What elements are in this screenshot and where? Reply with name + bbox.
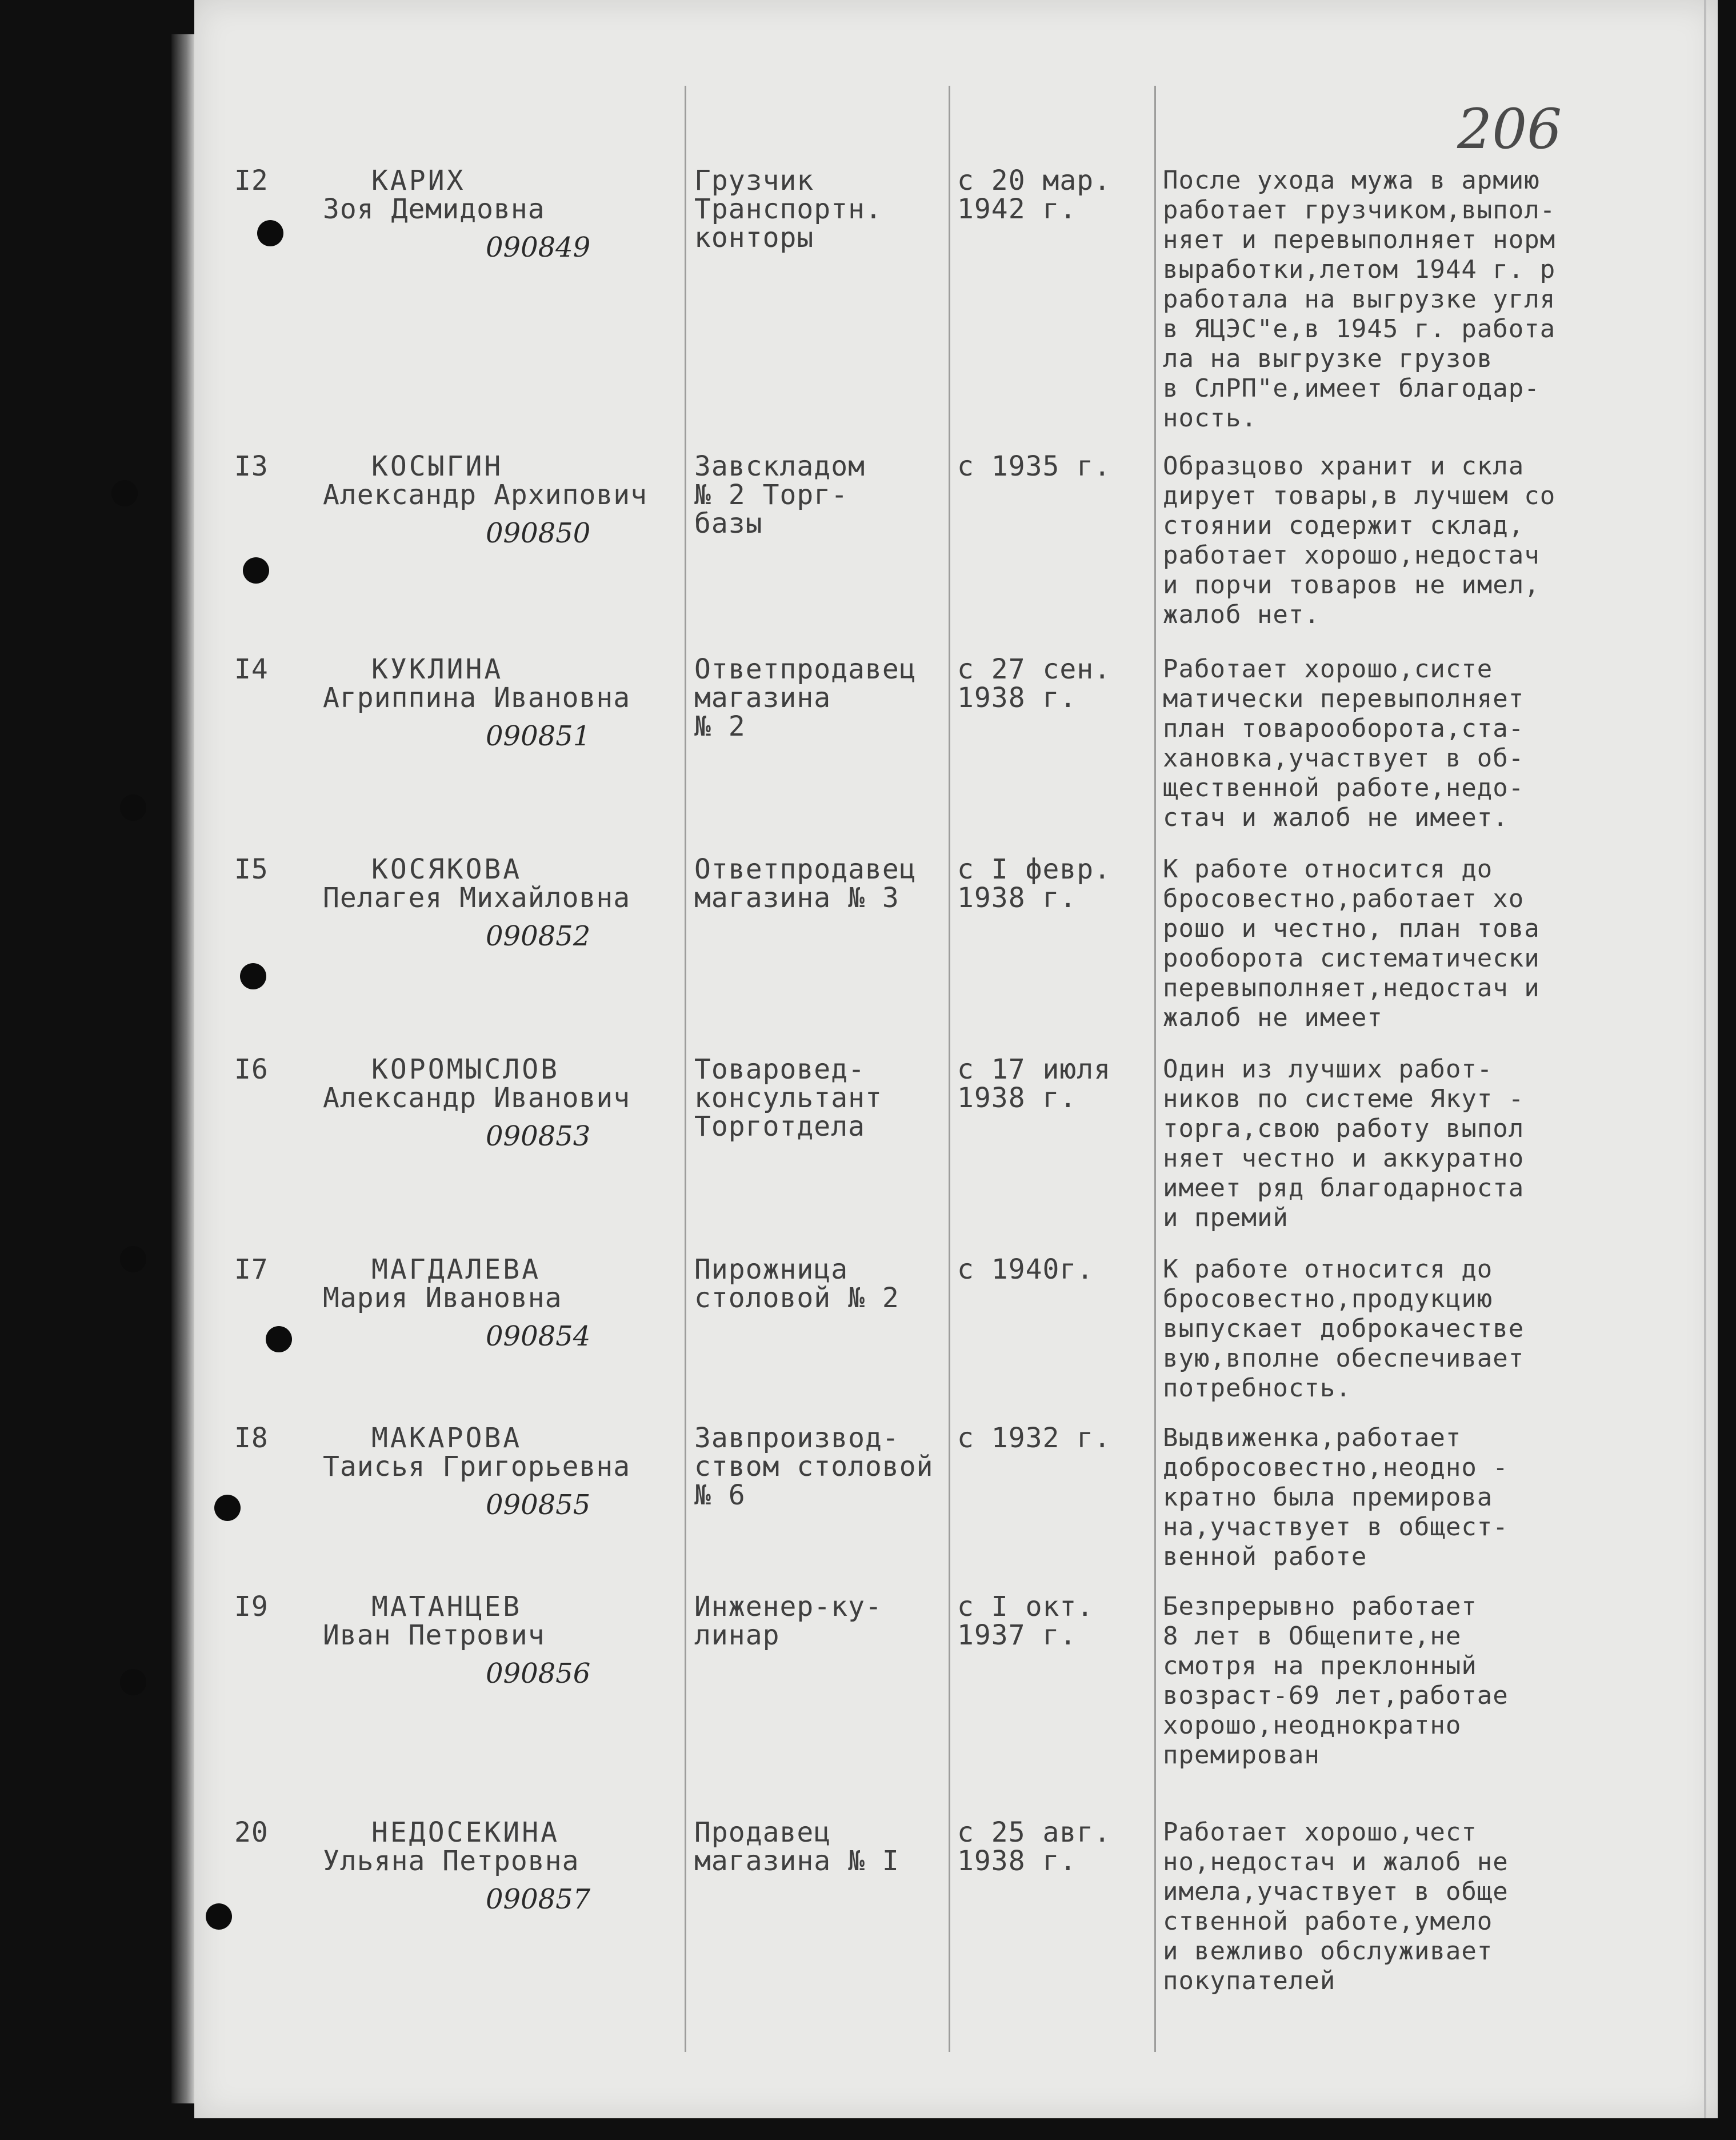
column-rule-1 [685,86,686,2052]
punch-hole [120,1669,146,1695]
description-line: работает хорошо,недостач [1163,541,1540,570]
position-line: консультант [694,1082,882,1114]
description-line: Безпрерывно работает [1163,1592,1477,1621]
description-line: хорошо,неоднократно [1163,1711,1462,1740]
date-line: 1938 г. [957,1845,1077,1877]
date-line: 1938 г. [957,882,1077,914]
position-line: № 6 [694,1479,746,1511]
employee-given-names: Мария Ивановна [323,1282,562,1314]
description-line: дирует товары,в лучшем со [1163,481,1556,510]
position-line: линар [694,1619,780,1651]
description-line: план товарооборота,ста- [1163,714,1525,743]
employee-given-names: Агриппина Ивановна [323,682,631,714]
employee-surname: КОРОМЫСЛОВ [371,1053,559,1085]
position-line: Торготдела [694,1111,865,1143]
position-line: Пирожница [694,1253,849,1285]
description-line: выработки,летом 1944 г. р [1163,255,1556,284]
column-rule-3 [1154,86,1156,2052]
punch-hole [214,1495,241,1521]
card-number: 090853 [486,1120,591,1152]
description-line: Работает хорошо,чест [1163,1818,1477,1847]
position-line: Ответпродавец [694,653,917,685]
position-line: Ответпродавец [694,853,917,885]
description-line: имела,участвует в обще [1163,1877,1509,1906]
description-line: Один из лучших работ- [1163,1055,1493,1084]
description-line: и вежливо обслуживает [1163,1937,1493,1966]
position-line: № 2 Торг- [694,479,849,511]
description-line: ственной работе,умело [1163,1907,1493,1936]
position-line: магазина № I [694,1845,899,1877]
description-line: покупателей [1163,1966,1336,1995]
description-line: имеет ряд благодарноста [1163,1173,1525,1203]
position-line: Транспортн. [694,193,882,225]
description-line: жалоб не имеет [1163,1003,1383,1032]
description-line: 8 лет в Общепите,не [1163,1622,1462,1651]
employee-given-names: Ульяна Петровна [323,1845,579,1877]
description-line: но,недостач и жалоб не [1163,1847,1509,1877]
description-line: рооборота систематически [1163,944,1540,973]
position-line: Товаровед- [694,1053,865,1085]
date-line: 1938 г. [957,1082,1077,1114]
row-number: I6 [234,1053,269,1085]
description-line: рошо и честно, план това [1163,914,1540,943]
card-number: 090850 [486,517,591,549]
description-line: венной работе [1163,1542,1367,1571]
position-line: базы [694,508,763,540]
description-line: вую,вполне обеспечивает [1163,1344,1525,1373]
punch-hole [240,963,266,989]
card-number: 090851 [486,720,591,752]
description-line: торга,свою работу выпол [1163,1114,1525,1143]
position-line: магазина № 3 [694,882,899,914]
description-line: возраст-69 лет,работае [1163,1681,1509,1710]
punch-hole [266,1326,292,1352]
position-line: Завскладом [694,450,865,482]
punch-hole [257,220,283,246]
date-line: с 1935 г. [957,450,1111,482]
employee-surname: МАГДАЛЕВА [371,1253,541,1285]
position-line: Инженер-ку- [694,1591,882,1623]
description-line: выпускает доброкачестве [1163,1314,1525,1343]
card-number: 090854 [486,1320,591,1352]
description-line: работала на выгрузке угля [1163,285,1556,314]
card-number: 090849 [486,231,591,263]
employee-given-names: Александр Архипович [323,479,648,511]
date-line: с I окт. [957,1591,1094,1623]
date-line: 1937 г. [957,1619,1077,1651]
description-line: потребность. [1163,1374,1351,1403]
date-line: с I февр. [957,853,1111,885]
position-line: Завпроизвод- [694,1422,899,1454]
position-line: ством столовой [694,1451,934,1483]
row-number: I4 [234,653,269,685]
description-line: бросовестно,продукцию [1163,1284,1493,1313]
employee-surname: КОСЯКОВА [371,853,522,885]
position-line: магазина [694,682,831,714]
description-line: ла на выгрузке грузов [1163,344,1493,373]
row-number: I3 [234,450,269,482]
employee-surname: МАКАРОВА [371,1422,522,1454]
description-line: в ЯЦЭС"е,в 1945 г. работа [1163,314,1556,344]
description-line: матически перевыполняет [1163,684,1525,713]
description-line: в СлРП"е,имеет благодар- [1163,374,1540,403]
date-line: с 27 сен. [957,653,1111,685]
description-line: бросовестно,работает хо [1163,884,1525,913]
card-number: 090852 [486,920,591,952]
description-line: няет и перевыполняет норм [1163,225,1556,254]
position-line: Продавец [694,1816,831,1848]
card-number: 090855 [486,1489,591,1521]
employee-given-names: Пелагея Михайловна [323,882,631,914]
description-line: жалоб нет. [1163,600,1320,629]
punch-hole [206,1903,232,1930]
card-number: 090857 [486,1883,591,1915]
date-line: 1938 г. [957,682,1077,714]
description-line: добросовестно,неодно - [1163,1453,1509,1482]
date-line: с 17 июля [957,1053,1111,1085]
punch-hole [111,480,138,506]
punch-hole [120,794,146,821]
employee-given-names: Александр Иванович [323,1082,631,1114]
position-line: № 2 [694,710,746,742]
position-line: Грузчик [694,165,814,197]
description-line: на,участвует в общест- [1163,1512,1509,1542]
position-line: столовой № 2 [694,1282,899,1314]
row-number: I5 [234,853,269,885]
date-line: с 1940г. [957,1253,1094,1285]
position-line: конторы [694,222,814,254]
page-right-edge [1704,0,1706,2118]
description-line: ников по системе Якут - [1163,1084,1525,1113]
description-line: ность. [1163,404,1257,433]
description-line: кратно была премирова [1163,1483,1493,1512]
description-line: Образцово хранит и скла [1163,452,1525,481]
employee-given-names: Таисья Григорьевна [323,1451,631,1483]
description-line: няет честно и аккуратно [1163,1144,1525,1173]
description-line: премирован [1163,1740,1320,1770]
row-number: I2 [234,165,269,197]
description-line: К работе относится до [1163,1255,1493,1284]
description-line: щественной работе,недо- [1163,773,1525,802]
row-number: 20 [234,1816,269,1848]
row-number: I8 [234,1422,269,1454]
employee-surname: КУКЛИНА [371,653,503,685]
description-line: стач и жалоб не имеет. [1163,803,1509,832]
card-number: 090856 [486,1658,591,1690]
description-line: Выдвиженка,работает [1163,1423,1462,1452]
description-line: и порчи товаров не имел, [1163,570,1540,600]
description-line: Работает хорошо,систе [1163,654,1493,684]
date-line: с 20 мар. [957,165,1111,197]
page-number: 206 [1457,97,1562,161]
employee-surname: МАТАНЦЕВ [371,1591,522,1623]
employee-surname: КАРИХ [371,165,466,197]
description-line: хановка,участвует в об- [1163,744,1525,773]
row-number: I7 [234,1253,269,1285]
description-line: стоянии содержит склад, [1163,511,1525,540]
description-line: и премий [1163,1203,1289,1232]
description-line: После ухода мужа в армию [1163,166,1540,195]
employee-surname: КОСЫГИН [371,450,503,482]
description-line: К работе относится до [1163,855,1493,884]
date-line: с 25 авг. [957,1816,1111,1848]
page-left-edge [171,34,197,2103]
employee-surname: НЕДОСЕКИНА [371,1816,559,1848]
description-line: работает грузчиком,выпол- [1163,195,1556,225]
employee-given-names: Иван Петрович [323,1619,545,1651]
column-rule-2 [949,86,950,2052]
description-line: смотря на преклонный [1163,1651,1477,1680]
row-number: I9 [234,1591,269,1623]
date-line: 1942 г. [957,193,1077,225]
date-line: с 1932 г. [957,1422,1111,1454]
punch-hole [120,1246,146,1272]
employee-given-names: Зоя Демидовна [323,193,545,225]
punch-hole [243,557,269,584]
description-line: перевыполняет,недостач и [1163,973,1540,1003]
